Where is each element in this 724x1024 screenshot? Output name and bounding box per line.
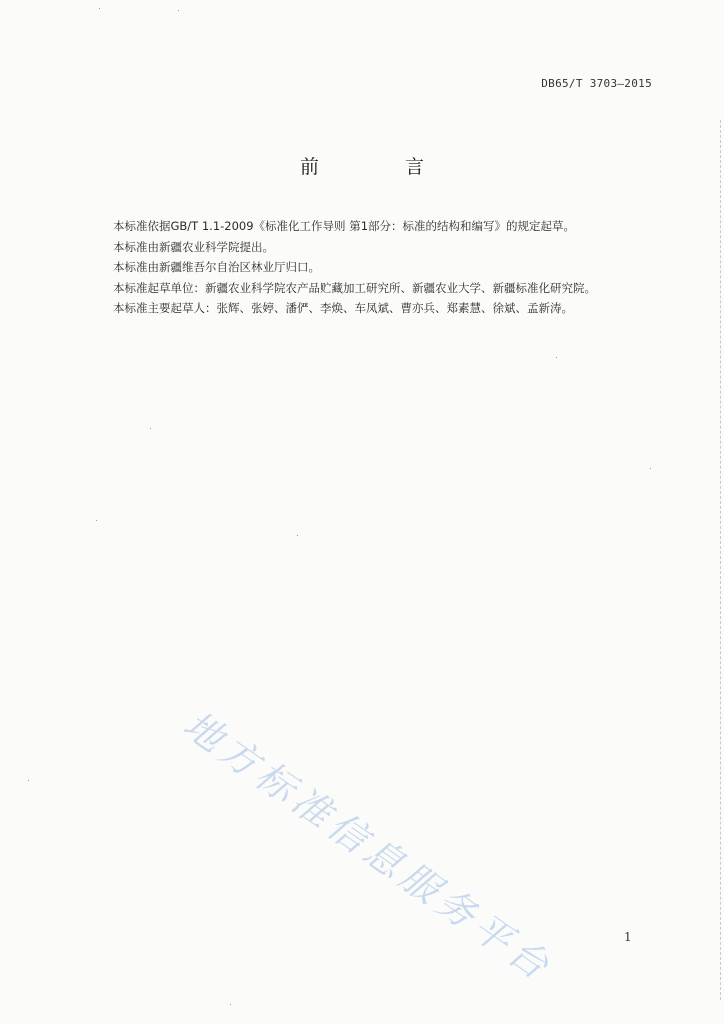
paragraph-main-drafters: 本标准主要起草人：张辉、张婷、潘俨、李焕、车凤斌、曹亦兵、郑素慧、徐斌、孟新涛。 — [113, 301, 573, 315]
section-title: 前 言 — [299, 156, 465, 178]
scan-speck — [230, 1004, 231, 1005]
page-number: 1 — [624, 930, 632, 944]
scan-speck — [297, 535, 298, 536]
paragraph-drafting-units: 本标准起草单位：新疆农业科学院农产品贮藏加工研究所、新疆农业大学、新疆标准化研究院。 — [113, 280, 596, 295]
foreword-body — [113, 216, 673, 319]
paragraph-proposer: 本标准由新疆农业科学院提出。 — [113, 239, 274, 254]
scan-speck — [28, 780, 29, 781]
scan-speck — [178, 10, 179, 11]
scan-speck — [99, 8, 100, 9]
scan-edge-line — [720, 120, 721, 1000]
standard-code: DB65/T 3703—2015 — [541, 77, 652, 90]
scan-speck — [556, 357, 557, 358]
scan-speck — [150, 428, 151, 429]
scan-speck — [650, 468, 651, 469]
scan-speck — [96, 520, 97, 521]
paragraph-drafting-basis: 本标准依据GB/T 1.1-2009《标准化工作导则 第1部分：标准的结构和编写》的规定起草。 — [113, 219, 576, 233]
watermark: 地方标准信息服务平台 — [175, 702, 562, 991]
paragraph-administrator: 本标准由新疆维吾尔自治区林业厅归口。 — [113, 260, 320, 274]
